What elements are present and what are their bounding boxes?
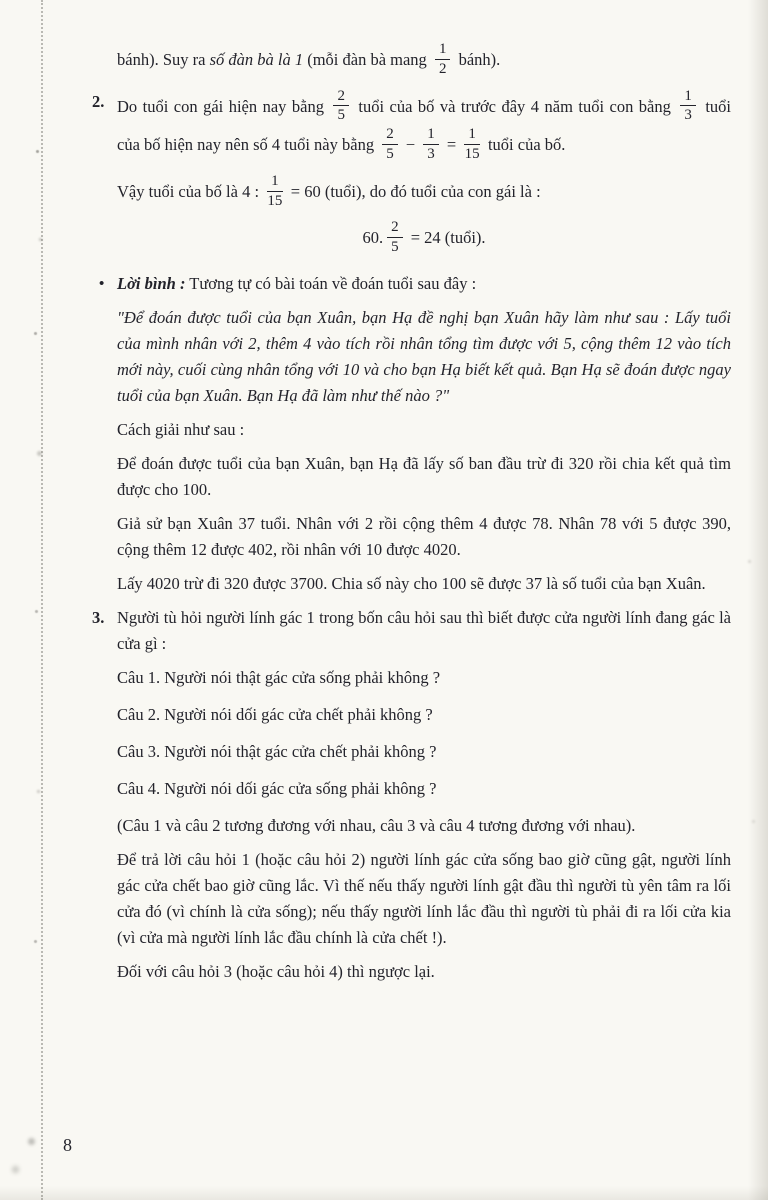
- fraction-numerator: 1: [464, 126, 480, 145]
- italic-text: số đàn bà là 1: [209, 50, 304, 70]
- fraction-denominator: 3: [684, 107, 692, 124]
- scan-edge-shadow-right: [748, 0, 768, 1200]
- fraction-denominator: 5: [337, 107, 345, 124]
- fraction: [464, 126, 480, 163]
- question-4: Câu 4. Người nói dối gác cửa sống phải không ?: [117, 778, 437, 798]
- problem-2-paragraph-2: [117, 174, 731, 213]
- question-2: Câu 2. Người nói dối gác cửa chết phải không ?: [117, 704, 433, 724]
- fraction-numerator: 1: [267, 173, 283, 192]
- fraction-denominator: 2: [438, 60, 447, 77]
- fraction-denominator: 5: [386, 145, 394, 162]
- loi-binh-explanation-1: Để đoán được tuổi của bạn Xuân, bạn Hạ đã lấy số ban đầu trừ đi 320 rồi chia kết quả tìm được cho 100.: [117, 453, 731, 499]
- text-run: tuổi của bố.: [483, 135, 566, 155]
- text-run: Do tuổi con gái hiện nay bằng: [117, 96, 330, 116]
- text-run: bánh).: [454, 50, 501, 70]
- page-number: 8: [63, 1135, 72, 1155]
- fraction-numerator: 2: [387, 219, 403, 238]
- fraction: [423, 126, 439, 163]
- fraction: [382, 126, 398, 163]
- text-run: (mỗi đàn bà mang: [303, 50, 431, 70]
- fraction-denominator: 15: [267, 192, 283, 209]
- loi-binh-quote: "Để đoán được tuổi của bạn Xuân, bạn Hạ đề nghị bạn Xuân hãy làm như sau : Lấy tuổi của mình nhân với 2, thêm 4 vào tích rồi nhân tổng tìm được với 5, cộng thêm 12 vào tích mới này, cuối cùng nhân tổng với 10 và cho bạn Hạ biết kết quả. Bạn Hạ sẽ đoán được ngay tuổi của bạn Xuân. Bạn Hạ đã làm như thế nào ?": [117, 307, 731, 405]
- binding-dotted-line: [41, 0, 43, 1200]
- problem-3-number: 3.: [92, 607, 105, 627]
- text-run: −: [401, 135, 420, 155]
- fraction-denominator: 5: [391, 239, 399, 256]
- text-run: bánh). Suy ra: [117, 50, 210, 70]
- text-run: = 60 (tuổi), do đó tuổi của con gái là :: [286, 181, 541, 201]
- fraction-numerator: 2: [333, 88, 349, 107]
- fraction: [387, 219, 403, 256]
- paragraph-solution-continuation: [117, 42, 731, 81]
- scan-speckles: [0, 0, 3, 3]
- bold-italic-text: Lời bình :: [117, 273, 186, 293]
- loi-binh-explanation-2: Giả sử bạn Xuân 37 tuổi. Nhân với 2 rồi cộng thêm 4 được 78. Nhân 78 với 5 được 390, cộng thêm 12 được 402, rồi nhân với 10 được 4020.: [117, 513, 731, 559]
- fraction: [333, 88, 349, 125]
- scan-edge-shadow-bottom: [0, 1186, 768, 1200]
- text-run: =: [442, 135, 461, 155]
- problem-3-last-line: Đối với câu hỏi 3 (hoặc câu hỏi 4) thì ngược lại.: [117, 961, 435, 981]
- fraction: [267, 173, 283, 210]
- problem-2-equation: [117, 220, 731, 259]
- problem-3-questions: [117, 665, 731, 802]
- problem-3-explanation: Để trả lời câu hỏi 1 (hoặc câu hỏi 2) người lính gác cửa sống bao giờ cũng gật, người lính gác cửa chết bao giờ cũng lắc. Vì thế nếu thấy người lính gật đầu thì người tù yên tâm ra lối cửa đó (vì chính là cửa sống); nếu thấy người lính lắc đầu thì người tù phải đi ra lối cửa kia (vì cửa mà người lính lắc đầu chính là cửa chết !).: [117, 849, 731, 947]
- problem-3-note: (Câu 1 và câu 2 tương đương với nhau, câu 3 và câu 4 tương đương với nhau).: [117, 815, 636, 835]
- problem-3-block: [92, 605, 731, 985]
- fraction-denominator: 3: [427, 145, 435, 162]
- text-run: tuổi của bố và trước đây 4 năm tuổi con bằng: [352, 96, 677, 116]
- fraction-numerator: 2: [382, 126, 398, 145]
- bullet-icon: •: [99, 275, 105, 292]
- fraction-numerator: 1: [423, 126, 439, 145]
- loi-binh-block: [99, 271, 731, 597]
- text-run: 60.: [362, 228, 384, 248]
- fraction-denominator: 15: [464, 145, 480, 162]
- text-run: = 24 (tuổi).: [406, 228, 486, 248]
- text-run: tuổi của bố hiện nay nên số 4 tuổi này bằng: [117, 96, 731, 155]
- loi-binh-cach-giai: Cách giải như sau :: [117, 419, 245, 439]
- problem-2-number: 2.: [92, 91, 105, 111]
- loi-binh-heading: [117, 271, 731, 297]
- problem-3-intro: Người tù hỏi người lính gác 1 trong bốn câu hỏi sau thì biết được cửa người lính đang gác là cửa gì :: [117, 607, 731, 653]
- question-3: Câu 3. Người nói thật gác cửa chết phải không ?: [117, 741, 437, 761]
- fraction-numerator: 1: [435, 41, 451, 60]
- fraction: [435, 41, 451, 78]
- fraction-numerator: 1: [680, 88, 696, 107]
- loi-binh-explanation-3: Lấy 4020 trừ đi 320 được 3700. Chia số này cho 100 sẽ được 37 là số tuổi của bạn Xuân.: [117, 573, 706, 593]
- text-run: Tương tự có bài toán về đoán tuổi sau đây :: [185, 273, 477, 293]
- text-run: Vậy tuổi của bố là 4 :: [117, 181, 264, 201]
- problem-2-paragraph-1: [117, 89, 731, 166]
- fraction: [680, 88, 696, 125]
- problem-2-block: [92, 87, 731, 259]
- page-content: [92, 41, 731, 993]
- question-1: Câu 1. Người nói thật gác cửa sống phải không ?: [117, 667, 441, 687]
